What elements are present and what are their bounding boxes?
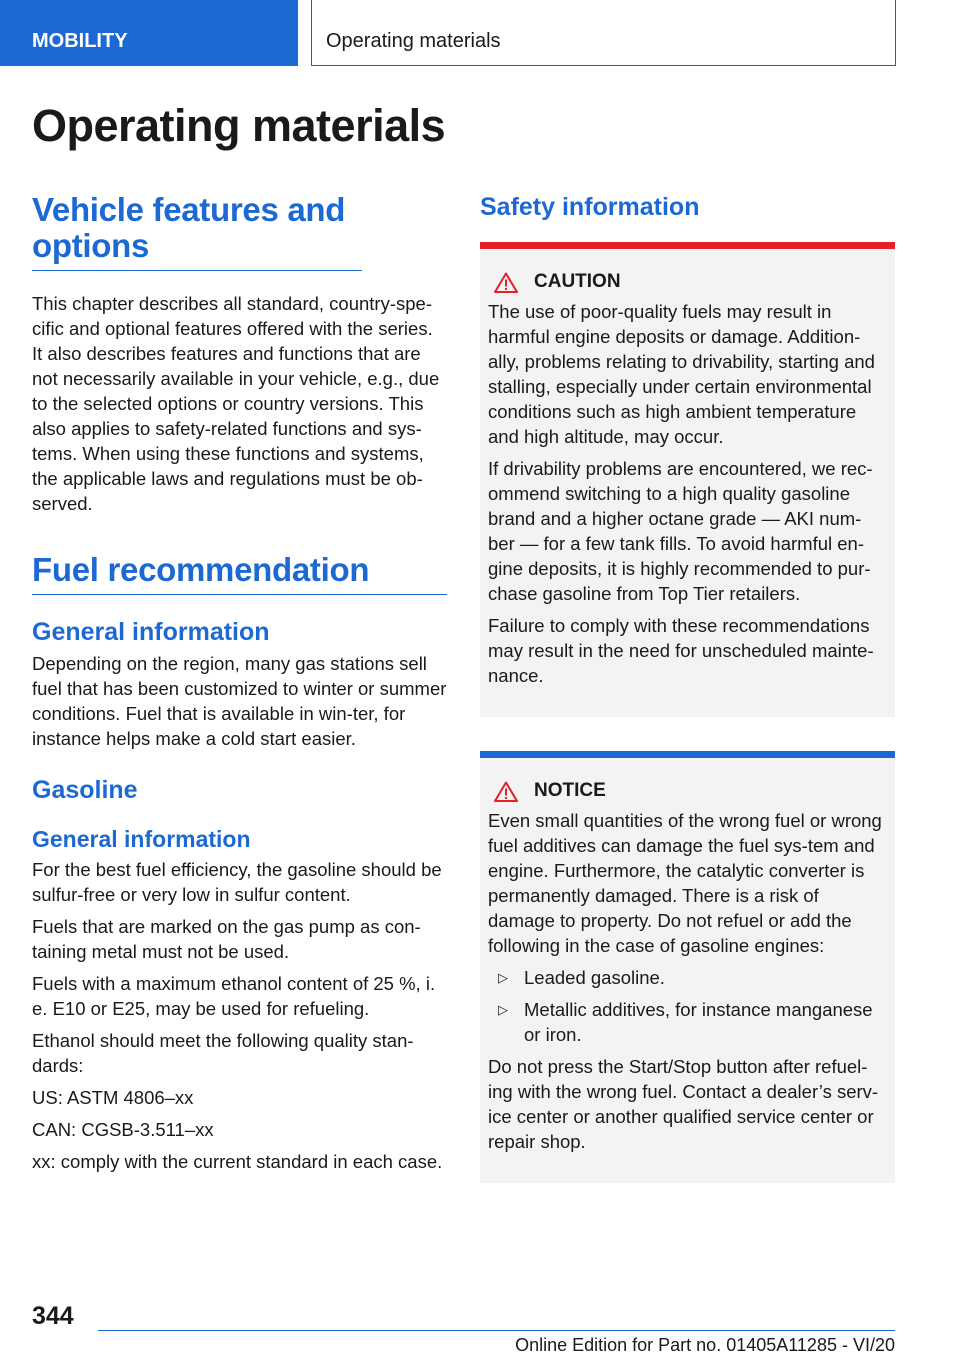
triangle-bullet-icon: ▷	[498, 970, 508, 985]
gasoline-paragraph: For the best fuel efficiency, the gasoline should be sulfur-free or very low in sulfur content.	[32, 859, 442, 905]
caution-header	[488, 271, 887, 293]
notice-box	[480, 751, 895, 1183]
warning-triangle-icon	[494, 781, 518, 802]
gasoline-paragraph: Fuels that are marked on the gas pump as con-taining metal must not be used.	[32, 916, 421, 962]
right-column	[480, 192, 895, 1183]
gasoline-general-heading: General information	[32, 826, 251, 852]
general-information-heading: General information	[32, 618, 270, 646]
caution-box	[480, 242, 895, 717]
caution-paragraph: The use of poor-quality fuels may result in harmful engine deposits or damage. Addition-ally, problems relating to drivability, starting and stalling, especially under certain environmental conditions such as high ambient temperature and high altitude, may occur.	[488, 301, 875, 447]
fuel-recommendation-heading: Fuel recommendation	[32, 552, 447, 595]
list-item	[488, 965, 887, 990]
gasoline-paragraph: Fuels with a maximum ethanol content of 25 %, i. e. E10 or E25, may be used for refueling.	[32, 973, 436, 1019]
chapter-tab: Operating materials	[311, 0, 896, 66]
safety-information-heading: Safety information	[480, 193, 700, 221]
left-column	[32, 192, 447, 1181]
gasoline-paragraph: CAN: CGSB-3.511–xx	[32, 1119, 214, 1140]
section-tab: MOBILITY	[0, 0, 298, 66]
general-information-text: Depending on the region, many gas stations sell fuel that has been customized to winter or summer conditions. Fuel that is available in win-ter, for instance helps make a cold start easier.	[32, 653, 447, 749]
page-title: Operating materials	[32, 100, 446, 151]
gasoline-paragraph: Ethanol should meet the following quality stan-dards:	[32, 1030, 414, 1076]
edition-footer: Online Edition for Part no. 01405A11285 - VI/20	[98, 1330, 895, 1356]
gasoline-heading: Gasoline	[32, 776, 138, 804]
list-item-text: Leaded gasoline.	[524, 967, 665, 988]
gasoline-paragraph: US: ASTM 4806–xx	[32, 1087, 194, 1108]
caution-label: CAUTION	[534, 271, 621, 292]
gasoline-paragraph: xx: comply with the current standard in each case.	[32, 1151, 443, 1172]
vehicle-features-text: This chapter describes all standard, country-spe-cific and optional features offered with the series. It also describes features and functions that are not necessarily available in your vehicle, e.g., due to the selected options or country versions. This also applies to safety-related functions and sys-tems. When using these functions and systems, the applicable laws and regulations must be ob-served.	[32, 293, 440, 514]
notice-header	[488, 780, 887, 802]
caution-paragraph: If drivability problems are encountered, we rec-ommend switching to a high quality gasoline brand and a higher octane grade — AKI num-ber — for a few tank fills. To avoid harmful en-gine deposits, it is highly recommended to pur-chase gasoline from Top Tier retailers.	[488, 458, 873, 604]
notice-outro: Do not press the Start/Stop button after refuel-ing with the wrong fuel. Contact a dealer’s serv-ice center or another qualified service center or repair shop.	[488, 1056, 879, 1152]
warning-triangle-icon	[494, 272, 518, 293]
triangle-bullet-icon: ▷	[498, 1002, 508, 1017]
notice-intro: Even small quantities of the wrong fuel or wrong fuel additives can damage the fuel sys-tem and engine. Furthermore, the catalytic converter is permanently damaged. There is a risk of damage to property. Do not refuel or add the following in the case of gasoline engines:	[488, 810, 882, 956]
list-item	[488, 997, 887, 1047]
notice-label: NOTICE	[534, 780, 606, 801]
caution-paragraph: Failure to comply with these recommendations may result in the need for unscheduled mainte-nance.	[488, 615, 874, 686]
vehicle-features-heading: Vehicle features and options	[32, 192, 362, 271]
list-item-text: Metallic additives, for instance manganese or iron.	[524, 999, 873, 1045]
page-number: 344	[32, 1302, 74, 1330]
